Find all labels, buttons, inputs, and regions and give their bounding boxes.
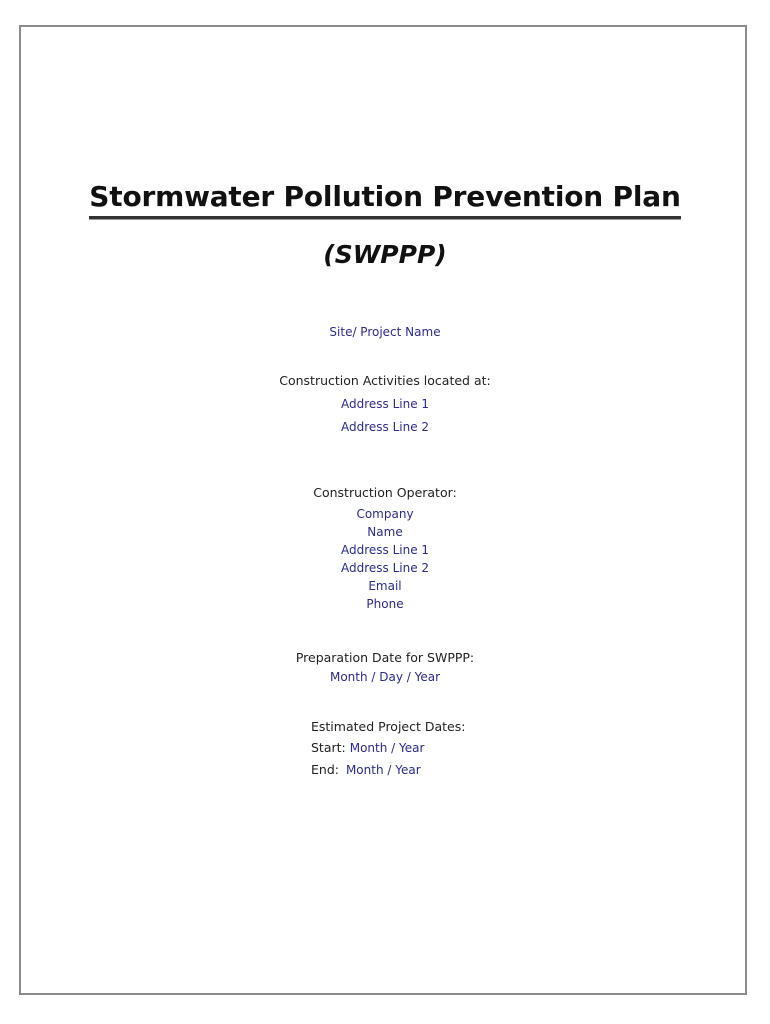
start-date-label: Start: — [311, 740, 346, 755]
operator-name: Name — [367, 525, 403, 539]
start-date-value: Month / Year — [349, 741, 425, 755]
operator-company: Company — [356, 507, 414, 521]
document-title: Stormwater Pollution Prevention Plan — [89, 180, 681, 213]
construction-location-label: Construction Activities located at: — [279, 373, 491, 388]
operator-phone: Phone — [366, 597, 404, 611]
operator-email: Email — [368, 579, 402, 593]
estimated-dates-block — [311, 716, 465, 781]
document-subtitle: (SWPPP) — [323, 240, 447, 269]
site-project-name: Site/ Project Name — [329, 325, 441, 339]
operator-address-line-2: Address Line 2 — [340, 561, 430, 575]
estimated-dates-label: Estimated Project Dates: — [311, 719, 466, 734]
end-date-value: Month / Year — [345, 763, 421, 777]
end-date-row — [311, 759, 465, 781]
operator-address-line-1: Address Line 1 — [340, 543, 430, 557]
title-underline — [89, 216, 681, 220]
location-address-line-1: Address Line 1 — [340, 397, 430, 411]
preparation-date-value: Month / Day / Year — [329, 670, 441, 684]
construction-operator-label: Construction Operator: — [313, 485, 457, 500]
start-date-row — [311, 737, 465, 759]
location-address-line-2: Address Line 2 — [340, 420, 430, 434]
end-date-label: End: — [311, 762, 339, 777]
preparation-date-label: Preparation Date for SWPPP: — [295, 650, 475, 665]
